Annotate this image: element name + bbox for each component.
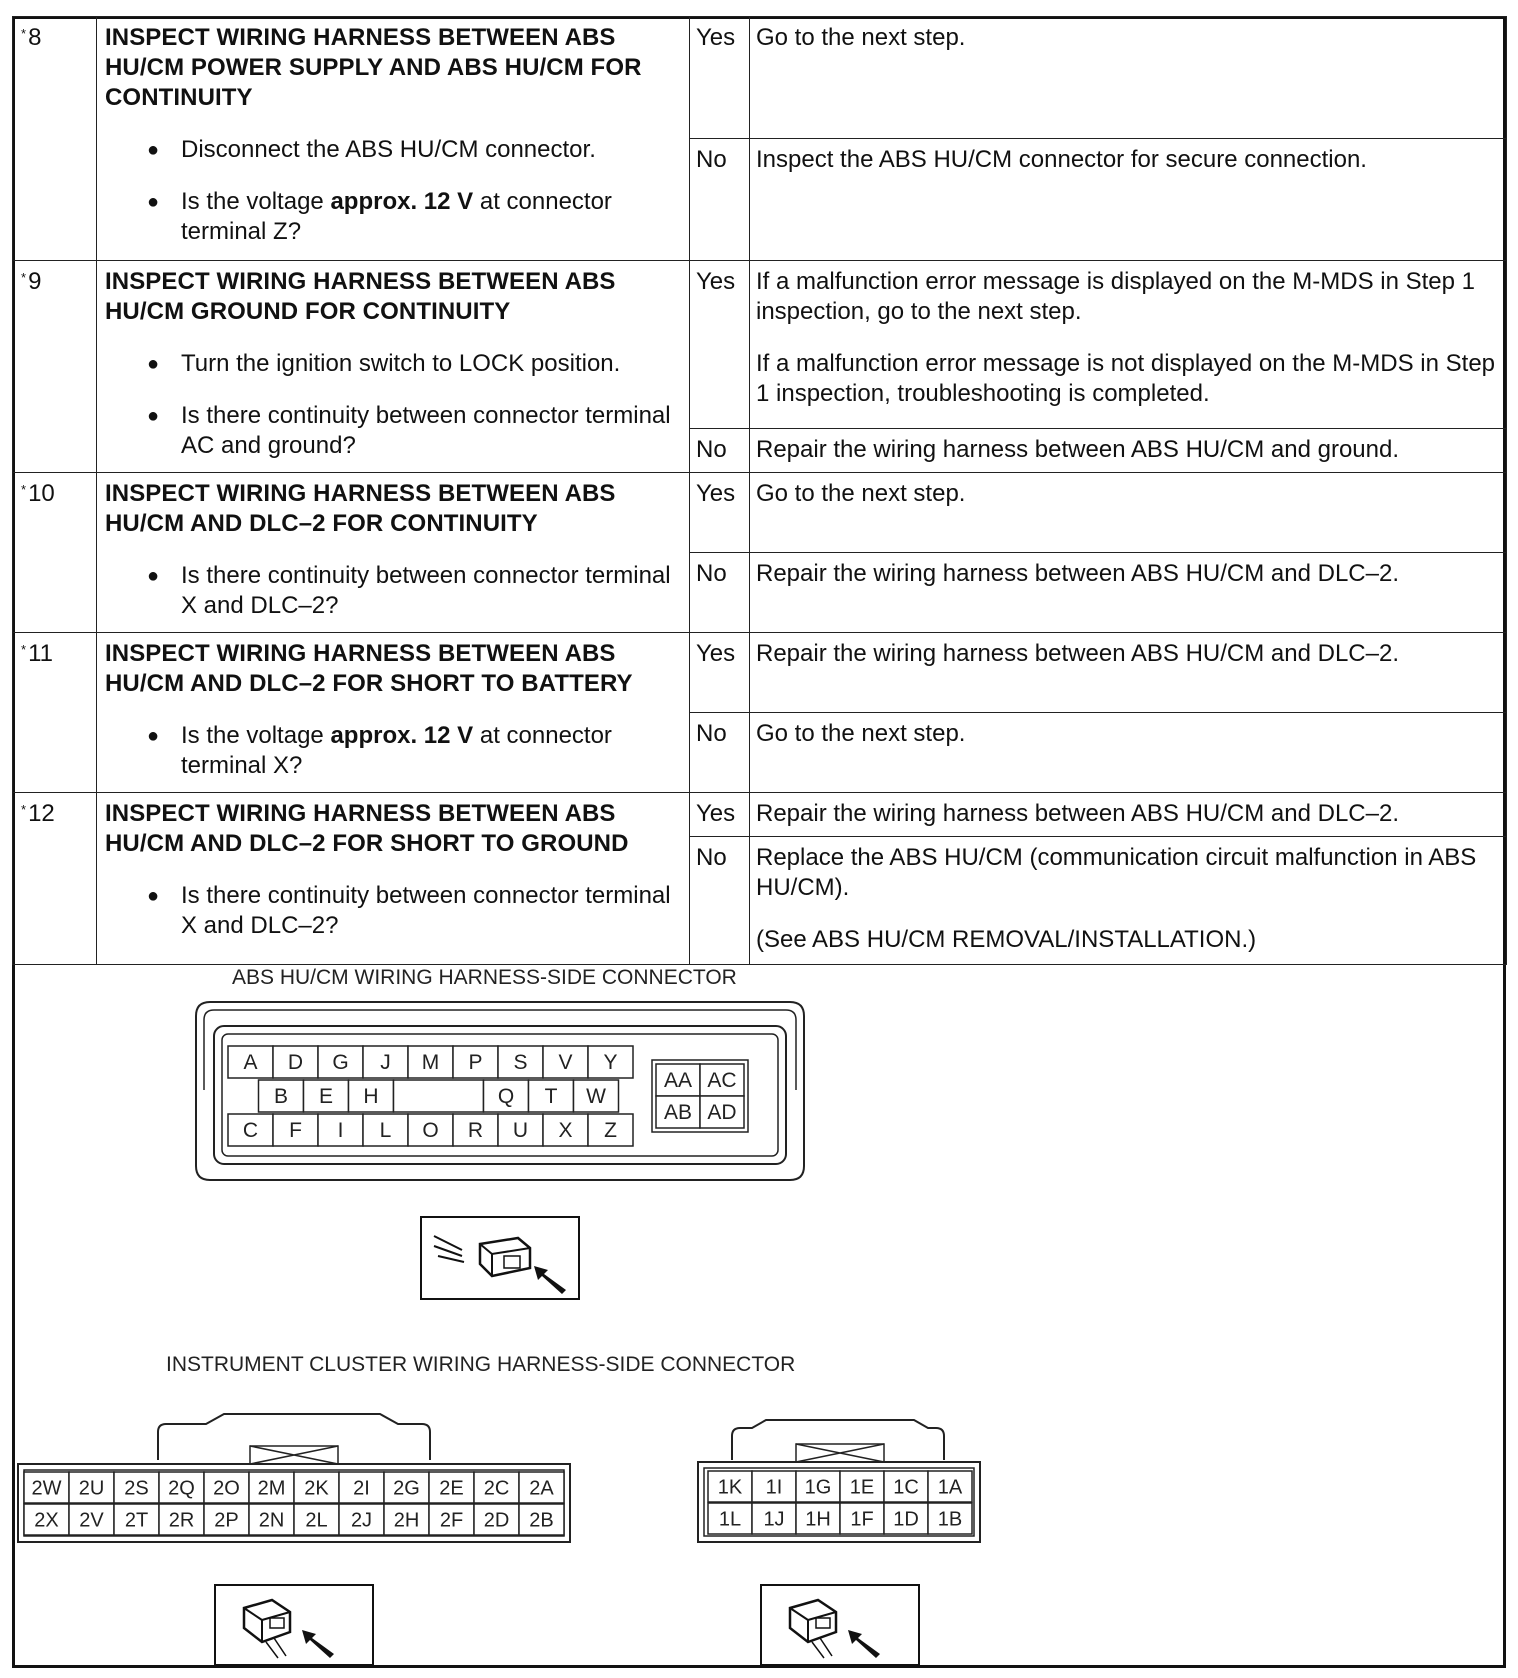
pin-label: 1H [805,1508,831,1531]
check-item-text: Disconnect the ABS HU/CM connector. [181,136,596,163]
pin-label: 1G [804,1476,832,1499]
pin-label: E [318,1085,334,1108]
pin-label: AA [663,1069,693,1092]
no-label-text: No [696,720,727,747]
no-action [750,139,1507,261]
no-action [750,837,1507,965]
pin-label: 2T [124,1509,149,1532]
pin-label: 2C [483,1477,510,1500]
pin-label: G [332,1051,349,1074]
asterisk-mark: * [21,26,27,41]
step-number [13,17,97,261]
pin-label: 1E [849,1476,875,1499]
pin-label: W [586,1085,606,1108]
no-action [750,429,1507,473]
check-item-emphasis: approx. 12 V [330,188,474,215]
pin-label: 2J [350,1509,373,1532]
no-action [750,713,1507,793]
step-inspection [97,473,690,633]
pin-label: 1C [893,1476,919,1499]
check-item-text: Is there continuity between connector terminal AC and ground? [181,402,671,459]
pin-label: 2X [34,1509,59,1532]
cluster-small-view-icon [760,1584,920,1666]
cluster-connector-label: INSTRUMENT CLUSTER WIRING HARNESS-SIDE CONNECTOR [166,1353,796,1376]
action-text: Go to the next step. [756,480,966,507]
pin-label: J [380,1051,391,1074]
no-label-text: No [696,436,727,463]
pin-label: O [422,1119,439,1142]
pin-label: 2O [213,1477,240,1500]
pin-label: X [558,1119,573,1142]
pin-label: 2L [305,1509,328,1532]
pin-label: V [558,1051,573,1074]
check-item [105,721,681,781]
step-row [13,261,1507,429]
pin-label: 2G [393,1477,420,1500]
check-item-text: at connector terminal X? [181,722,612,779]
step-number-text: 10 [28,480,55,507]
pin-label: 2E [439,1477,464,1500]
check-list [105,561,681,621]
pin-label: A [243,1051,258,1074]
step-title: INSPECT WIRING HARNESS BETWEEN ABS HU/CM GROUND FOR CONTINUITY [105,268,616,325]
pin-label: 1F [850,1508,874,1531]
step-row [13,473,1507,553]
asterisk-mark: * [21,482,27,497]
check-item-text: Turn the ignition switch to LOCK position. [181,350,621,377]
step-row [13,793,1507,837]
blank-pin-cell [394,1080,484,1112]
pin-label: 2M [257,1477,286,1500]
yes-label [690,473,750,553]
asterisk-mark: * [21,802,27,817]
step-number-text: 12 [28,800,55,827]
abs-connector-label: ABS HU/CM WIRING HARNESS-SIDE CONNECTOR [232,966,737,989]
check-item [105,349,681,379]
pin-label: 2H [393,1509,420,1532]
inspection-table [12,16,1507,965]
pin-label: 2A [529,1477,554,1500]
yes-action [750,261,1507,429]
pin-label: 2V [79,1509,104,1532]
yes-label-text: Yes [696,268,736,295]
step-row [13,17,1507,139]
check-list [105,349,681,461]
no-label-text: No [696,146,727,173]
check-item-text: Is the voltage [181,188,331,215]
action-text: Replace the ABS HU/CM (communication circuit malfunction in ABS HU/CM). [756,844,1477,901]
pin-label: R [467,1119,484,1142]
pin-label: 2R [168,1509,195,1532]
check-item-text: Is there continuity between connector terminal X and DLC–2? [181,562,671,619]
pin-label: Q [497,1085,515,1108]
asterisk-mark: * [21,642,27,657]
check-item [105,881,681,941]
check-list [105,721,681,781]
yes-label [690,261,750,429]
pin-label: D [287,1051,304,1074]
no-label [690,713,750,793]
asterisk-mark: * [21,270,27,285]
pin-label: 2K [304,1477,329,1500]
no-label [690,837,750,965]
pin-label: 2B [529,1509,554,1532]
check-item [105,135,681,165]
yes-action [750,473,1507,553]
step-title: INSPECT WIRING HARNESS BETWEEN ABS HU/CM AND DLC–2 FOR SHORT TO GROUND [105,800,629,857]
pin-label: 1K [717,1476,743,1499]
pin-label: S [513,1051,528,1074]
yes-action [750,793,1507,837]
pin-label: Y [603,1051,618,1074]
check-item [105,401,681,461]
cluster-connector-large-diagram [14,1394,574,1546]
no-label [690,553,750,633]
pin-label: C [242,1119,259,1142]
step-title: INSPECT WIRING HARNESS BETWEEN ABS HU/CM AND DLC–2 FOR SHORT TO BATTERY [105,640,633,697]
pin-label: 2W [31,1477,62,1500]
pin-label: H [363,1085,379,1108]
pin-label: 2F [439,1509,464,1532]
action-text: Repair the wiring harness between ABS HU/CM and DLC–2. [756,560,1399,587]
step-inspection [97,17,690,261]
yes-label [690,793,750,837]
pin-label: 1B [937,1508,963,1531]
yes-label-text: Yes [696,24,736,51]
step-inspection [97,633,690,793]
no-label-text: No [696,560,727,587]
pin-label: AC [707,1069,737,1092]
check-item-text: Is the voltage [181,722,331,749]
pin-label: 2I [353,1477,370,1500]
pin-label: 2U [78,1477,105,1500]
action-text: If a malfunction error message is not displayed on the M-MDS in Step 1 inspection, troubleshooting is completed. [756,350,1496,407]
step-number [13,473,97,633]
action-text: (See ABS HU/CM REMOVAL/INSTALLATION.) [756,926,1257,953]
pin-label: B [273,1085,289,1108]
pin-label: L [379,1119,392,1142]
pin-label: Z [604,1119,617,1142]
step-number [13,793,97,965]
step-title: INSPECT WIRING HARNESS BETWEEN ABS HU/CM POWER SUPPLY AND ABS HU/CM FOR CONTINUITY [105,24,642,111]
pin-label: 2P [214,1509,239,1532]
check-item-text: at connector terminal Z? [181,188,612,245]
pin-label: AD [707,1101,737,1124]
step-number [13,633,97,793]
cluster-large-view-icon [214,1584,374,1666]
check-list [105,881,681,941]
check-item-emphasis: approx. 12 V [330,722,474,749]
no-label [690,429,750,473]
pin-label: 1L [718,1508,742,1531]
pin-label: 1D [893,1508,919,1531]
action-text: Inspect the ABS HU/CM connector for secure connection. [756,146,1367,173]
pin-label: T [544,1085,558,1108]
action-text: Repair the wiring harness between ABS HU/CM and DLC–2. [756,800,1399,827]
pin-label: 2D [483,1509,510,1532]
abs-connector-view-icon [420,1216,580,1300]
step-number-text: 9 [28,268,42,295]
pin-label: 1A [937,1476,963,1499]
pin-label: 2Q [168,1477,195,1500]
pin-label: 2S [124,1477,149,1500]
yes-label-text: Yes [696,800,736,827]
step-row [13,633,1507,713]
pin-label: I [337,1119,344,1142]
check-list [105,135,681,247]
action-text: Go to the next step. [756,24,966,51]
yes-action [750,17,1507,139]
abs-connector-diagram [190,998,810,1188]
pin-label: 2N [258,1509,285,1532]
pin-label: AB [663,1101,693,1124]
check-item-text: Is there continuity between connector terminal X and DLC–2? [181,882,671,939]
yes-action [750,633,1507,713]
step-number [13,261,97,473]
action-text: Go to the next step. [756,720,966,747]
action-text: If a malfunction error message is displayed on the M-MDS in Step 1 inspection, go to the next step. [756,268,1475,325]
action-text: Repair the wiring harness between ABS HU/CM and DLC–2. [756,640,1399,667]
pin-label: P [468,1051,483,1074]
yes-label [690,633,750,713]
pin-label: M [421,1051,440,1074]
step-title: INSPECT WIRING HARNESS BETWEEN ABS HU/CM AND DLC–2 FOR CONTINUITY [105,480,616,537]
yes-label-text: Yes [696,480,736,507]
step-number-text: 11 [28,640,53,667]
no-label [690,139,750,261]
pin-label: F [289,1119,302,1142]
action-text: Repair the wiring harness between ABS HU/CM and ground. [756,436,1400,463]
yes-label-text: Yes [696,640,736,667]
check-item [105,561,681,621]
yes-label [690,17,750,139]
cluster-connector-small-diagram [696,1394,986,1546]
step-inspection [97,793,690,965]
pin-label: 1J [763,1508,785,1531]
pin-label: 1I [765,1476,783,1499]
check-item [105,187,681,247]
step-number-text: 8 [28,24,42,51]
pin-label: U [512,1119,529,1142]
no-label-text: No [696,844,727,871]
step-inspection [97,261,690,473]
no-action [750,553,1507,633]
